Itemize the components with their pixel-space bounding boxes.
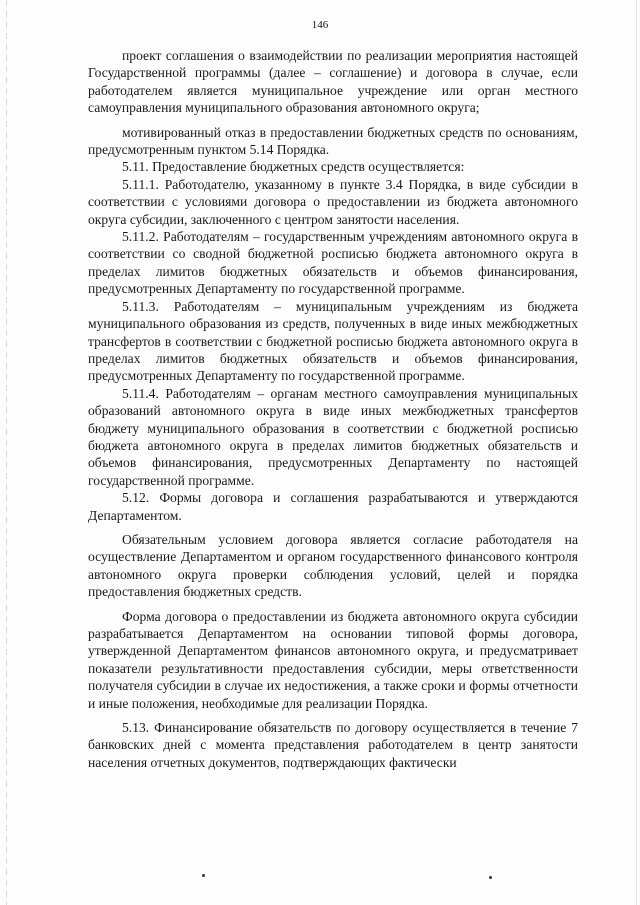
paragraph-5-11: 5.11. Предоставление бюджетных средств осуществляется: — [122, 159, 465, 175]
scan-speck — [489, 876, 492, 879]
paragraph-refusal: мотивированный отказ в предоставлении бюджетных средств по основаниям, предусмотренным пунктом 5.14 Порядка. — [88, 124, 578, 158]
scan-edge-right — [636, 0, 637, 905]
paragraph-contract-form: Форма договора о предоставлении из бюджета автономного округа субсидии разрабатывается Департаментом на основании типовой формы договора, утвержденной Департаментом финансов автономного округа, и предусматривает показатели результативности предоставления субсидии, меры ответственности получателя субсидии в случае их недостижения, а также сроки и формы отчетности и иные положения, необходимые для реализации Порядка. — [88, 608, 578, 711]
paragraph-agreement-draft: проект соглашения о взаимодействии по реализации мероприятия настоящей Государственной программы (далее – соглашение) и договора в случае, если работодателем является муниципальное учреждение или орган местного самоуправления муниципального образования автономного округа; — [88, 48, 578, 116]
scan-edge-left — [6, 0, 7, 905]
paragraph-5-13: 5.13. Финансирование обязательств по договору осуществляется в течение 7 банковских дней с момента представления работодателем в центр занятости населения отчетных документов, подтверждающих фактически — [88, 720, 578, 770]
paragraph-5-11-2: 5.11.2. Работодателям – государственным учреждениям автономного округа в соответствии со сводной бюджетной росписью бюджета автономного округа в пределах лимитов бюджетных обязательств и объемов финансирования, предусмотренных Департаменту по государственной программе. — [88, 229, 578, 297]
paragraph-5-11-1: 5.11.1. Работодателю, указанному в пункте 3.4 Порядка, в виде субсидии в соответствии с условиями договора о предоставлении из бюджета автономного округа субсидии, заключенного с центром занятости населения. — [88, 176, 578, 227]
paragraph-mandatory-condition: Обязательным условием договора является согласие работодателя на осуществление Департаментом и органом государственного финансового контроля автономного округа проверки соблюдения условий, целей и порядка предоставления бюджетных средств. — [88, 531, 578, 600]
scan-speck — [202, 874, 205, 877]
paragraph-5-11-3: 5.11.3. Работодателям – муниципальным учреждениям из бюджета муниципального образования из средств, полученных в виде иных межбюджетных трансфертов в соответствии с бюджетной росписью бюджета автономного округа в пределах лимитов бюджетных обязательств и объемов финансирования, предусмотренных Департаменту по государственной программе. — [88, 298, 578, 384]
paragraph-5-11-4: 5.11.4. Работодателям – органам местного самоуправления муниципальных образований автономного округа в виде иных межбюджетных трансфертов бюджету муниципального образования в соответствии с бюджетной росписью бюджета автономного округа в пределах лимитов бюджетных обязательств и объемов финансирования, предусмотренных Департаменту по настоящей государственной программе. — [88, 385, 578, 488]
document-body — [88, 47, 578, 771]
page-number: 146 — [311, 19, 329, 31]
paragraph-5-12: 5.12. Формы договора и соглашения разрабатываются и утверждаются Департаментом. — [88, 490, 578, 523]
